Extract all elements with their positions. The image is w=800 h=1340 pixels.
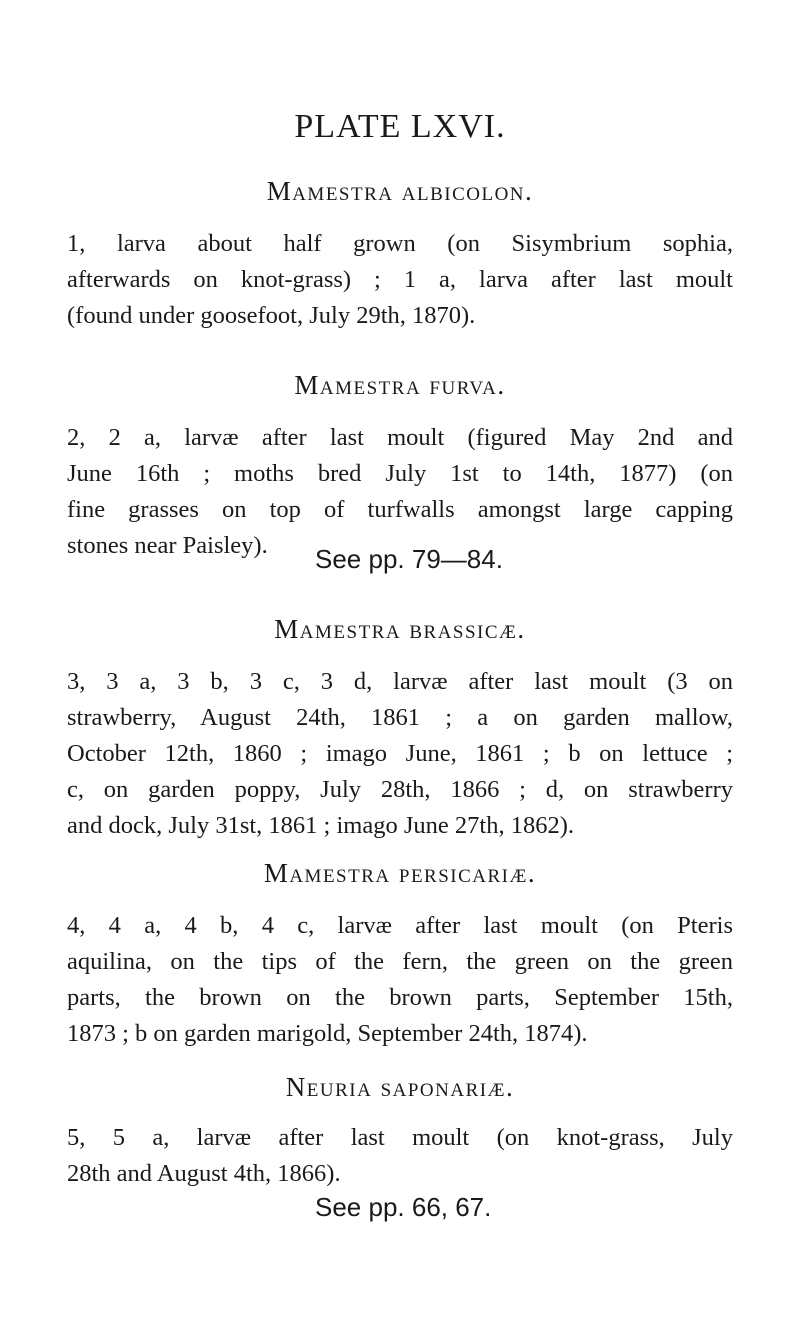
species-heading-persicariae: Mamestra persicariæ.: [263, 858, 537, 888]
species-heading-saponariae: Neuria saponariæ.: [285, 1072, 515, 1102]
text-line: 4, 4 a, 4 b, 4 c, larvæ after last moult (on Pteris: [67, 912, 733, 939]
text-line: c, on garden poppy, July 28th, 1866 ; d, on strawberry: [67, 776, 733, 803]
text-line: aquilina, on the tips of the fern, the green on the green: [67, 948, 733, 975]
text-line: (found under goosefoot, July 29th, 1870).: [67, 302, 476, 329]
text-line: 3, 3 a, 3 b, 3 c, 3 d, larvæ after last moult (3 on: [67, 668, 733, 695]
text-line: October 12th, 1860 ; imago June, 1861 ; b on lettuce ;: [67, 740, 733, 767]
text-line: and dock, July 31st, 1861 ; imago June 27th, 1862).: [67, 812, 574, 839]
description-furva: [67, 420, 733, 564]
description-albicolon: [67, 226, 733, 334]
text-line: 1873 ; b on garden marigold, September 24th, 1874).: [67, 1020, 588, 1047]
text-line: stones near Paisley).: [67, 532, 268, 559]
page-reference-furva: See pp. 79—84.: [315, 544, 503, 574]
text-line: parts, the brown on the brown parts, September 15th,: [67, 984, 733, 1011]
description-persicariae: [67, 908, 733, 1052]
plate-title: PLATE LXVI.: [294, 108, 506, 145]
text-line: fine grasses on top of turfwalls amongst large capping: [67, 496, 733, 523]
text-line: afterwards on knot-grass) ; 1 a, larva after last moult: [67, 266, 733, 293]
species-heading-furva: Mamestra furva.: [294, 370, 506, 400]
text-line: 28th and August 4th, 1866).: [67, 1160, 341, 1187]
species-heading-brassicae: Mamestra brassicæ.: [274, 614, 526, 644]
text-line: 2, 2 a, larvæ after last moult (figured May 2nd and: [67, 424, 733, 451]
description-brassicae: [67, 664, 733, 844]
species-heading-albicolon: Mamestra albicolon.: [266, 176, 534, 206]
page-reference-saponariae: See pp. 66, 67.: [315, 1192, 492, 1222]
text-line: 5, 5 a, larvæ after last moult (on knot-grass, July: [67, 1124, 733, 1151]
description-saponariae: [67, 1120, 733, 1192]
text-line: strawberry, August 24th, 1861 ; a on garden mallow,: [67, 704, 733, 731]
text-line: 1, larva about half grown (on Sisymbrium sophia,: [67, 230, 733, 257]
text-line: June 16th ; moths bred July 1st to 14th, 1877) (on: [67, 460, 733, 487]
